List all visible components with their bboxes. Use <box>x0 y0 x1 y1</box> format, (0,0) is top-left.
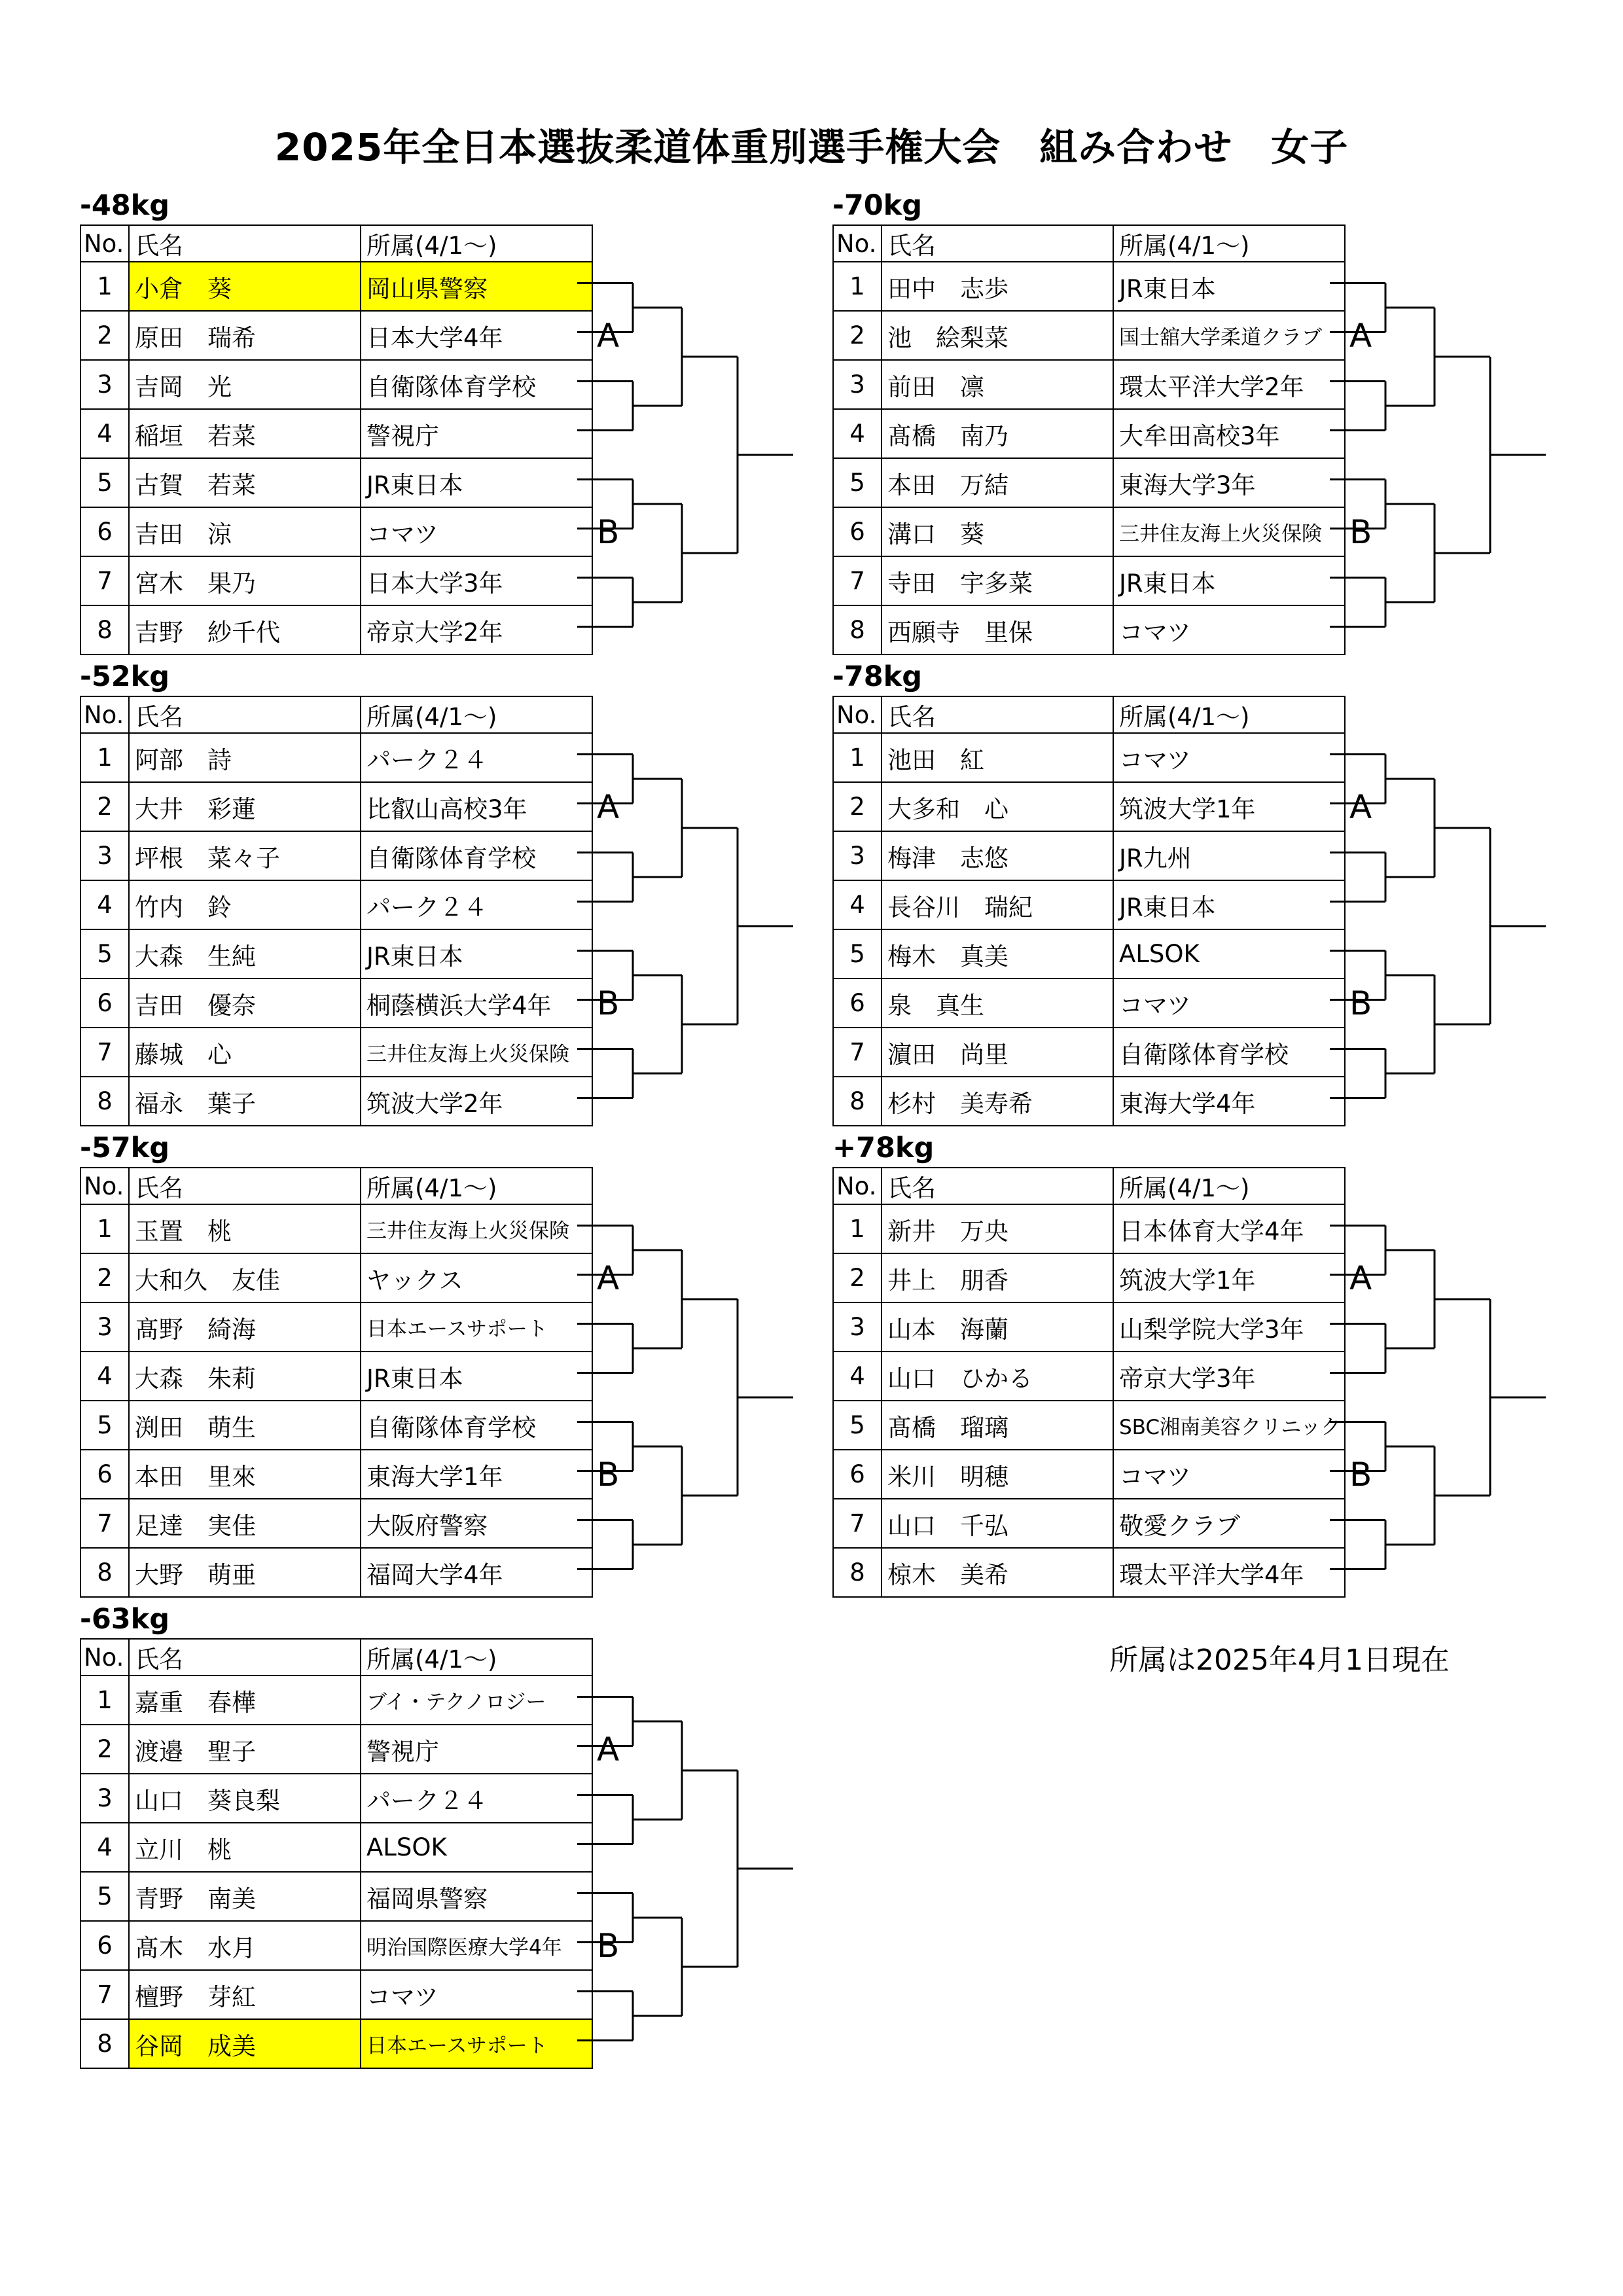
table-row <box>833 1302 1345 1352</box>
seed-number: 7 <box>80 556 129 605</box>
athlete-name: 原田 瑞希 <box>129 311 361 360</box>
table-row <box>80 1253 592 1302</box>
athlete-affiliation: 警視庁 <box>361 1725 592 1774</box>
athlete-name: 小倉 葵 <box>129 262 361 311</box>
seed-number: 5 <box>80 1401 129 1450</box>
table-row <box>80 311 592 360</box>
table-row <box>833 929 1345 978</box>
seed-number: 8 <box>833 1077 882 1126</box>
athlete-affiliation: コマツ <box>1113 1450 1345 1499</box>
table-row <box>833 1028 1345 1077</box>
table-row <box>80 262 592 311</box>
athlete-name: 池田 紅 <box>882 733 1113 782</box>
athlete-affiliation: 環太平洋大学2年 <box>1113 360 1345 409</box>
table-row <box>80 1302 592 1352</box>
header-affiliation: 所属(4/1～) <box>1113 225 1345 262</box>
seed-number: 1 <box>833 262 882 311</box>
athlete-affiliation: JR東日本 <box>361 458 592 507</box>
roster-table <box>80 1167 593 1598</box>
seed-number: 4 <box>80 1823 129 1872</box>
table-row <box>80 1921 592 1970</box>
athlete-name: 大野 萌亜 <box>129 1548 361 1597</box>
athlete-name: 福永 葉子 <box>129 1077 361 1126</box>
seed-number: 1 <box>833 733 882 782</box>
tournament-bracket <box>577 1638 819 2070</box>
header-name: 氏名 <box>129 696 361 733</box>
table-row <box>833 556 1345 605</box>
seed-number: 6 <box>80 1450 129 1499</box>
seed-number: 8 <box>80 1548 129 1597</box>
athlete-affiliation: 日本体育大学4年 <box>1113 1204 1345 1253</box>
seed-number: 6 <box>833 1450 882 1499</box>
athlete-affiliation: JR東日本 <box>361 1352 592 1401</box>
weight-class-title: -78kg <box>832 660 923 693</box>
table-row <box>833 1204 1345 1253</box>
athlete-affiliation: コマツ <box>1113 605 1345 655</box>
pool-b-label: B <box>597 1927 620 1965</box>
athlete-affiliation: JR九州 <box>1113 831 1345 880</box>
header-name: 氏名 <box>882 225 1113 262</box>
athlete-name: 大井 彩蓮 <box>129 782 361 831</box>
athlete-name: 竹内 鈴 <box>129 880 361 929</box>
seed-number: 2 <box>80 782 129 831</box>
weight-class-title: -52kg <box>80 660 170 693</box>
table-header-row <box>833 696 1345 733</box>
athlete-affiliation: コマツ <box>1113 733 1345 782</box>
seed-number: 4 <box>833 880 882 929</box>
athlete-name: 溝口 葵 <box>882 507 1113 556</box>
table-row <box>833 311 1345 360</box>
athlete-affiliation: 明治国際医療大学4年 <box>361 1921 592 1970</box>
athlete-affiliation: 国士舘大学柔道クラブ <box>1113 311 1345 360</box>
athlete-name: 大多和 心 <box>882 782 1113 831</box>
seed-number: 4 <box>833 1352 882 1401</box>
athlete-name: 井上 朋香 <box>882 1253 1113 1302</box>
athlete-affiliation: 大牟田高校3年 <box>1113 409 1345 458</box>
table-row <box>833 1548 1345 1597</box>
athlete-affiliation: JR東日本 <box>1113 262 1345 311</box>
header-affiliation: 所属(4/1～) <box>361 1639 592 1676</box>
athlete-name: 大森 朱莉 <box>129 1352 361 1401</box>
table-row <box>80 1823 592 1872</box>
header-no: No. <box>80 1168 129 1204</box>
roster-table <box>80 696 593 1126</box>
pool-b-label: B <box>597 1456 620 1494</box>
athlete-name: 椋木 美希 <box>882 1548 1113 1597</box>
table-row <box>80 458 592 507</box>
seed-number: 6 <box>833 507 882 556</box>
header-name: 氏名 <box>129 1639 361 1676</box>
athlete-affiliation: SBC湘南美容クリニック <box>1113 1401 1345 1450</box>
division-block <box>832 1129 1572 1594</box>
athlete-affiliation: パーク２４ <box>361 880 592 929</box>
athlete-affiliation: 福岡県警察 <box>361 1872 592 1921</box>
roster-table <box>832 696 1346 1126</box>
table-row <box>80 1450 592 1499</box>
athlete-affiliation: ブイ・テクノロジー <box>361 1676 592 1725</box>
table-row <box>80 605 592 655</box>
division-block <box>832 187 1572 651</box>
athlete-name: 吉田 優奈 <box>129 978 361 1028</box>
seed-number: 8 <box>833 605 882 655</box>
athlete-affiliation: 岡山県警察 <box>361 262 592 311</box>
header-no: No. <box>833 696 882 733</box>
seed-number: 7 <box>80 1499 129 1548</box>
table-row <box>80 360 592 409</box>
table-row <box>833 409 1345 458</box>
athlete-name: 髙橋 南乃 <box>882 409 1113 458</box>
athlete-affiliation: パーク２４ <box>361 1774 592 1823</box>
athlete-name: 吉野 紗千代 <box>129 605 361 655</box>
seed-number: 6 <box>833 978 882 1028</box>
division-block <box>80 658 819 1122</box>
athlete-affiliation: ヤックス <box>361 1253 592 1302</box>
athlete-name: 泉 真生 <box>882 978 1113 1028</box>
athlete-name: 藤城 心 <box>129 1028 361 1077</box>
table-row <box>80 1352 592 1401</box>
seed-number: 5 <box>80 1872 129 1921</box>
seed-number: 4 <box>80 880 129 929</box>
seed-number: 1 <box>833 1204 882 1253</box>
athlete-name: 田中 志歩 <box>882 262 1113 311</box>
athlete-affiliation: 日本大学3年 <box>361 556 592 605</box>
table-row <box>80 782 592 831</box>
pool-b-label: B <box>1349 1456 1372 1494</box>
athlete-name: 青野 南美 <box>129 1872 361 1921</box>
table-row <box>80 733 592 782</box>
seed-number: 5 <box>80 929 129 978</box>
pool-b-label: B <box>1349 513 1372 551</box>
table-row <box>833 507 1345 556</box>
athlete-affiliation: コマツ <box>361 507 592 556</box>
athlete-affiliation: 福岡大学4年 <box>361 1548 592 1597</box>
athlete-affiliation: 比叡山高校3年 <box>361 782 592 831</box>
seed-number: 7 <box>80 1028 129 1077</box>
table-row <box>80 1401 592 1450</box>
athlete-affiliation: 桐蔭横浜大学4年 <box>361 978 592 1028</box>
seed-number: 2 <box>833 1253 882 1302</box>
athlete-affiliation: JR東日本 <box>361 929 592 978</box>
athlete-name: 宮木 果乃 <box>129 556 361 605</box>
athlete-name: 山口 ひかる <box>882 1352 1113 1401</box>
seed-number: 5 <box>80 458 129 507</box>
seed-number: 1 <box>80 1676 129 1725</box>
table-header-row <box>80 225 592 262</box>
roster-table <box>832 224 1346 655</box>
athlete-affiliation: 東海大学1年 <box>361 1450 592 1499</box>
athlete-name: 米川 明穂 <box>882 1450 1113 1499</box>
table-row <box>80 978 592 1028</box>
athlete-affiliation: JR東日本 <box>1113 880 1345 929</box>
seed-number: 7 <box>833 556 882 605</box>
roster-table <box>832 1167 1346 1598</box>
athlete-name: 梅津 志悠 <box>882 831 1113 880</box>
seed-number: 2 <box>80 1725 129 1774</box>
athlete-name: 檀野 芽紅 <box>129 1970 361 2019</box>
athlete-name: 濵田 尚里 <box>882 1028 1113 1077</box>
seed-number: 8 <box>80 605 129 655</box>
athlete-affiliation: 自衛隊体育学校 <box>361 360 592 409</box>
division-block <box>832 658 1572 1122</box>
athlete-name: 本田 里來 <box>129 1450 361 1499</box>
seed-number: 7 <box>80 1970 129 2019</box>
athlete-affiliation: ALSOK <box>1113 929 1345 978</box>
tournament-bracket <box>1330 1167 1572 1599</box>
table-row <box>833 1450 1345 1499</box>
athlete-name: 吉田 涼 <box>129 507 361 556</box>
seed-number: 7 <box>833 1028 882 1077</box>
athlete-affiliation: パーク２４ <box>361 733 592 782</box>
pool-a-label: A <box>597 788 620 826</box>
weight-class-title: -57kg <box>80 1132 170 1164</box>
table-row <box>80 1970 592 2019</box>
table-row <box>80 880 592 929</box>
table-row <box>833 1077 1345 1126</box>
athlete-name: 杉村 美寿希 <box>882 1077 1113 1126</box>
table-row <box>833 880 1345 929</box>
seed-number: 4 <box>833 409 882 458</box>
seed-number: 3 <box>833 831 882 880</box>
pool-b-label: B <box>597 984 620 1022</box>
seed-number: 3 <box>80 360 129 409</box>
seed-number: 4 <box>80 409 129 458</box>
athlete-affiliation: 筑波大学1年 <box>1113 1253 1345 1302</box>
seed-number: 2 <box>833 311 882 360</box>
division-block <box>80 1600 819 2065</box>
weight-class-title: -63kg <box>80 1603 170 1636</box>
header-name: 氏名 <box>882 696 1113 733</box>
athlete-affiliation: JR東日本 <box>1113 556 1345 605</box>
header-name: 氏名 <box>129 1168 361 1204</box>
athlete-affiliation: 筑波大学2年 <box>361 1077 592 1126</box>
table-row <box>80 556 592 605</box>
athlete-name: 渕田 萌生 <box>129 1401 361 1450</box>
weight-class-title: -70kg <box>832 189 923 222</box>
pool-a-label: A <box>597 317 620 355</box>
header-affiliation: 所属(4/1～) <box>1113 1168 1345 1204</box>
athlete-affiliation: 大阪府警察 <box>361 1499 592 1548</box>
table-row <box>80 2019 592 2068</box>
table-row <box>80 1725 592 1774</box>
athlete-name: 西願寺 里保 <box>882 605 1113 655</box>
pool-a-label: A <box>597 1731 620 1768</box>
athlete-affiliation: コマツ <box>361 1970 592 2019</box>
athlete-affiliation: 三井住友海上火災保険 <box>361 1204 592 1253</box>
header-no: No. <box>80 225 129 262</box>
header-name: 氏名 <box>129 225 361 262</box>
tournament-bracket <box>1330 224 1572 656</box>
table-row <box>80 1204 592 1253</box>
athlete-name: 稲垣 若菜 <box>129 409 361 458</box>
header-no: No. <box>80 1639 129 1676</box>
athlete-affiliation: 三井住友海上火災保険 <box>361 1028 592 1077</box>
seed-number: 2 <box>833 782 882 831</box>
seed-number: 6 <box>80 978 129 1028</box>
seed-number: 6 <box>80 1921 129 1970</box>
athlete-name: 阿部 詩 <box>129 733 361 782</box>
table-row <box>833 782 1345 831</box>
table-row <box>80 1676 592 1725</box>
athlete-name: 前田 凛 <box>882 360 1113 409</box>
athlete-affiliation: 警視庁 <box>361 409 592 458</box>
athlete-name: 髙木 水月 <box>129 1921 361 1970</box>
page-title: 2025年全日本選抜柔道体重別選手権大会 組み合わせ 女子 <box>274 125 1349 170</box>
athlete-affiliation: 三井住友海上火災保険 <box>1113 507 1345 556</box>
table-row <box>833 1499 1345 1548</box>
seed-number: 3 <box>80 1774 129 1823</box>
seed-number: 5 <box>833 929 882 978</box>
athlete-name: 山口 千弘 <box>882 1499 1113 1548</box>
athlete-name: 坪根 菜々子 <box>129 831 361 880</box>
roster-table <box>80 1638 593 2069</box>
table-row <box>833 978 1345 1028</box>
table-header-row <box>80 1639 592 1676</box>
seed-number: 3 <box>80 1302 129 1352</box>
table-row <box>833 458 1345 507</box>
athlete-name: 玉置 桃 <box>129 1204 361 1253</box>
athlete-name: 新井 万央 <box>882 1204 1113 1253</box>
athlete-name: 谷岡 成美 <box>129 2019 361 2068</box>
athlete-name: 髙橋 瑠璃 <box>882 1401 1113 1450</box>
table-row <box>80 1872 592 1921</box>
seed-number: 1 <box>80 1204 129 1253</box>
athlete-affiliation: 東海大学3年 <box>1113 458 1345 507</box>
seed-number: 1 <box>80 733 129 782</box>
athlete-name: 古賀 若菜 <box>129 458 361 507</box>
header-no: No. <box>833 1168 882 1204</box>
athlete-name: 山口 葵良梨 <box>129 1774 361 1823</box>
table-row <box>80 1774 592 1823</box>
pool-b-label: B <box>597 513 620 551</box>
athlete-affiliation: 自衛隊体育学校 <box>361 831 592 880</box>
athlete-name: 嘉重 春樺 <box>129 1676 361 1725</box>
header-affiliation: 所属(4/1～) <box>361 696 592 733</box>
pool-a-label: A <box>1349 317 1372 355</box>
header-affiliation: 所属(4/1～) <box>361 225 592 262</box>
seed-number: 8 <box>80 2019 129 2068</box>
table-header-row <box>80 696 592 733</box>
seed-number: 6 <box>80 507 129 556</box>
athlete-affiliation: 日本大学4年 <box>361 311 592 360</box>
athlete-name: 足達 実佳 <box>129 1499 361 1548</box>
division-block <box>80 187 819 651</box>
header-affiliation: 所属(4/1～) <box>361 1168 592 1204</box>
seed-number: 5 <box>833 458 882 507</box>
table-row <box>80 1499 592 1548</box>
seed-number: 2 <box>80 1253 129 1302</box>
table-row <box>80 1548 592 1597</box>
table-row <box>833 733 1345 782</box>
seed-number: 2 <box>80 311 129 360</box>
athlete-name: 山本 海蘭 <box>882 1302 1113 1352</box>
pool-a-label: A <box>1349 1259 1372 1297</box>
athlete-name: 大和久 友佳 <box>129 1253 361 1302</box>
header-no: No. <box>80 696 129 733</box>
seed-number: 8 <box>80 1077 129 1126</box>
athlete-name: 大森 生純 <box>129 929 361 978</box>
table-row <box>80 929 592 978</box>
table-row <box>833 605 1345 655</box>
athlete-name: 長谷川 瑞紀 <box>882 880 1113 929</box>
table-row <box>80 1077 592 1126</box>
pool-b-label: B <box>1349 984 1372 1022</box>
seed-number: 3 <box>80 831 129 880</box>
athlete-affiliation: 日本エースサポート <box>361 1302 592 1352</box>
athlete-name: 髙野 綺海 <box>129 1302 361 1352</box>
table-row <box>80 1028 592 1077</box>
athlete-affiliation: 自衛隊体育学校 <box>1113 1028 1345 1077</box>
weight-class-title: +78kg <box>832 1132 935 1164</box>
table-row <box>80 507 592 556</box>
seed-number: 3 <box>833 1302 882 1352</box>
table-row <box>833 1253 1345 1302</box>
table-row <box>80 831 592 880</box>
seed-number: 7 <box>833 1499 882 1548</box>
table-row <box>833 262 1345 311</box>
table-header-row <box>833 225 1345 262</box>
athlete-affiliation: 日本エースサポート <box>361 2019 592 2068</box>
seed-number: 4 <box>80 1352 129 1401</box>
athlete-name: 池 絵梨菜 <box>882 311 1113 360</box>
athlete-affiliation: 環太平洋大学4年 <box>1113 1548 1345 1597</box>
athlete-name: 寺田 宇多菜 <box>882 556 1113 605</box>
athlete-name: 梅木 真美 <box>882 929 1113 978</box>
division-block <box>80 1129 819 1594</box>
table-row <box>833 360 1345 409</box>
athlete-affiliation: 帝京大学2年 <box>361 605 592 655</box>
athlete-affiliation: 東海大学4年 <box>1113 1077 1345 1126</box>
table-row <box>833 1352 1345 1401</box>
header-no: No. <box>833 225 882 262</box>
athlete-name: 本田 万結 <box>882 458 1113 507</box>
athlete-affiliation: ALSOK <box>361 1823 592 1872</box>
table-row <box>833 1401 1345 1450</box>
athlete-affiliation: 敬愛クラブ <box>1113 1499 1345 1548</box>
seed-number: 5 <box>833 1401 882 1450</box>
athlete-affiliation: 自衛隊体育学校 <box>361 1401 592 1450</box>
weight-class-title: -48kg <box>80 189 170 222</box>
athlete-name: 立川 桃 <box>129 1823 361 1872</box>
tournament-bracket <box>1330 696 1572 1128</box>
table-header-row <box>833 1168 1345 1204</box>
seed-number: 8 <box>833 1548 882 1597</box>
roster-table <box>80 224 593 655</box>
pool-a-label: A <box>1349 788 1372 826</box>
affiliation-note: 所属は2025年4月1日現在 <box>1109 1643 1450 1677</box>
athlete-name: 渡邉 聖子 <box>129 1725 361 1774</box>
athlete-affiliation: 帝京大学3年 <box>1113 1352 1345 1401</box>
tournament-bracket <box>577 224 819 656</box>
table-row <box>833 831 1345 880</box>
pool-a-label: A <box>597 1259 620 1297</box>
athlete-name: 吉岡 光 <box>129 360 361 409</box>
table-row <box>80 409 592 458</box>
seed-number: 3 <box>833 360 882 409</box>
tournament-bracket <box>577 696 819 1128</box>
table-header-row <box>80 1168 592 1204</box>
tournament-bracket <box>577 1167 819 1599</box>
athlete-affiliation: コマツ <box>1113 978 1345 1028</box>
athlete-affiliation: 筑波大学1年 <box>1113 782 1345 831</box>
seed-number: 1 <box>80 262 129 311</box>
header-name: 氏名 <box>882 1168 1113 1204</box>
header-affiliation: 所属(4/1～) <box>1113 696 1345 733</box>
athlete-affiliation: 山梨学院大学3年 <box>1113 1302 1345 1352</box>
